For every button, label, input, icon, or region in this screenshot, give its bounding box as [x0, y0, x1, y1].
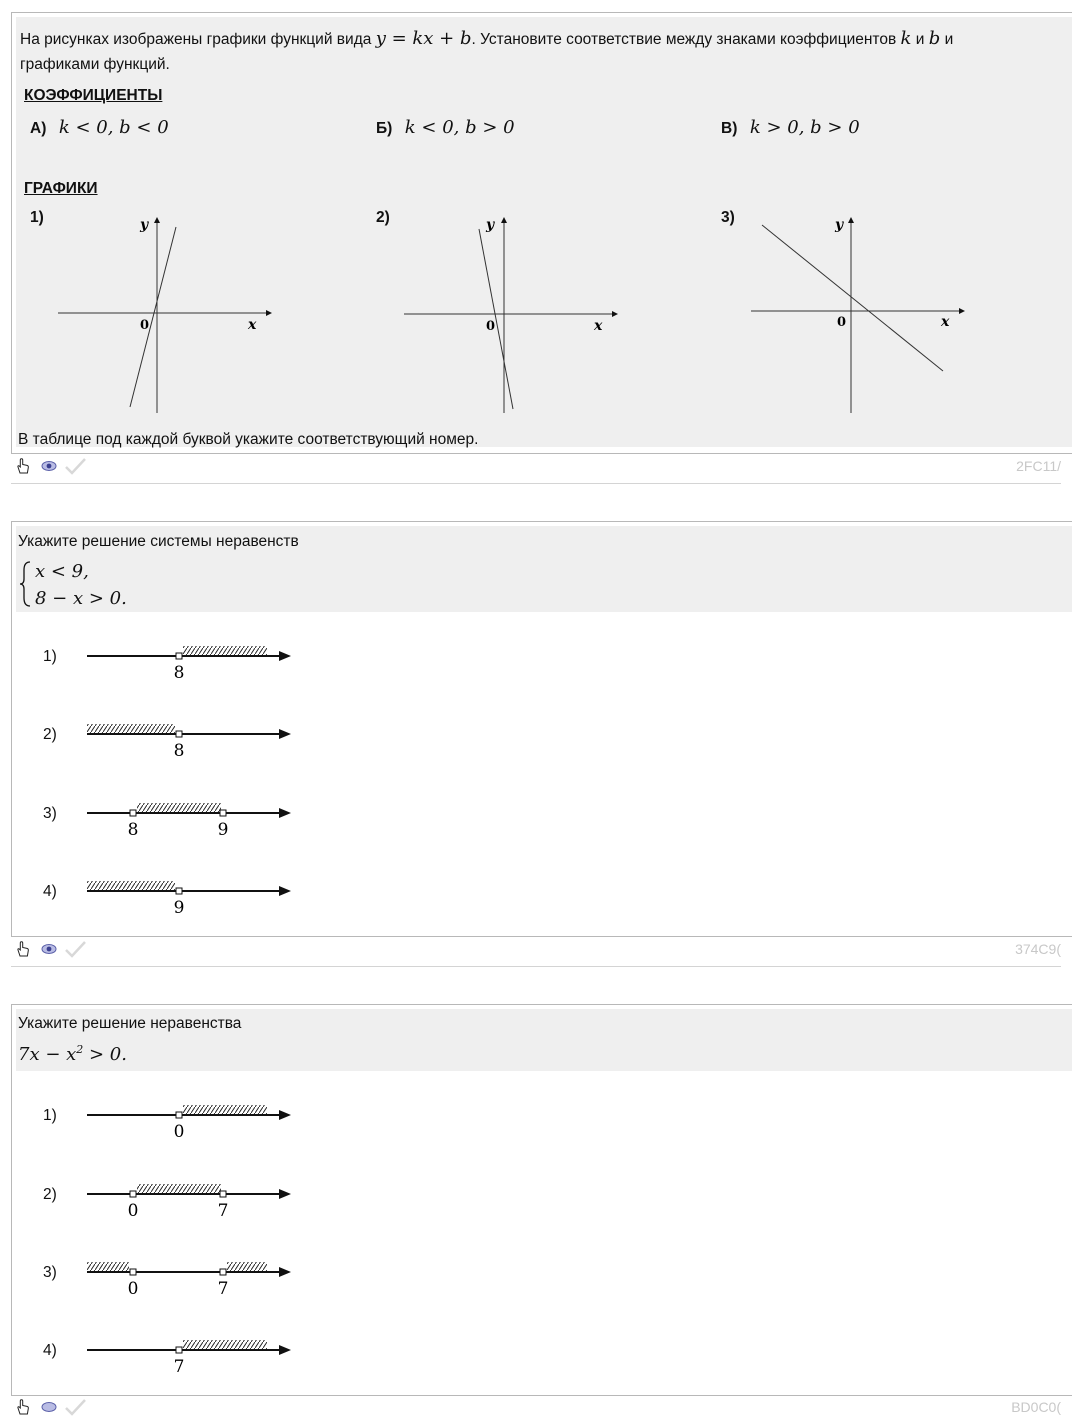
shaded-region: [87, 724, 175, 734]
option-label: 1): [43, 1107, 57, 1124]
task-1-footer: [11, 453, 1061, 484]
shaded-region: [87, 1262, 129, 1272]
statement-text: и: [915, 31, 925, 48]
point-label: 7: [217, 1279, 229, 1299]
open-point: [220, 1269, 226, 1275]
shaded-region: [137, 1184, 221, 1194]
statement-text: . Установите соответствие между знаками коэффициентов: [471, 31, 897, 48]
open-point: [176, 653, 182, 659]
task-2-statement: [16, 526, 1072, 612]
system-line-2: 8 − x > 0.: [35, 588, 127, 609]
statement-text: графиками функций.: [20, 56, 170, 73]
graph-2-label: 2): [376, 209, 390, 226]
y-arrow: [848, 217, 854, 223]
checkmark-icon[interactable]: [63, 940, 87, 958]
system-line-1: x < 9,: [35, 561, 89, 582]
task-1-statement: [20, 26, 1040, 77]
option-1-number-line[interactable]: [87, 1101, 299, 1142]
task-code: BD0C0(: [1011, 1399, 1061, 1415]
task-1-body: [16, 17, 1072, 447]
x-arrow: [959, 308, 965, 314]
checkmark-icon[interactable]: [63, 1398, 87, 1416]
point-label: 9: [217, 820, 229, 840]
x-label: x: [594, 318, 603, 334]
graph-3-label: 3): [721, 209, 735, 226]
axis-arrow: [279, 1110, 291, 1120]
point-label: 8: [173, 741, 185, 761]
origin-label: 0: [140, 318, 150, 333]
option-4-number-line[interactable]: [87, 1336, 299, 1377]
k-symbol: k: [900, 28, 912, 49]
prompt: Укажите решение неравенства: [18, 1015, 242, 1032]
open-point: [176, 1347, 182, 1353]
graph-1: [54, 213, 274, 418]
point-label: 0: [127, 1279, 139, 1299]
open-point: [176, 1112, 182, 1118]
open-point: [130, 1269, 136, 1275]
task-3: [11, 1004, 1072, 1396]
option-4-number-line[interactable]: [87, 877, 299, 918]
option-3-number-line[interactable]: [87, 799, 299, 840]
option-2-number-line[interactable]: [87, 720, 299, 761]
point-label: 8: [127, 820, 139, 840]
option-label: 1): [43, 648, 57, 665]
coef-expr: k > 0, b > 0: [749, 117, 860, 138]
open-point: [176, 731, 182, 737]
point-label: 0: [127, 1201, 139, 1221]
prompt: Укажите решение системы неравенств: [18, 533, 299, 550]
pointer-hand-icon[interactable]: [14, 457, 32, 475]
option-label: 4): [43, 1342, 57, 1359]
coef-letter: А): [30, 120, 47, 137]
option-label: 2): [43, 726, 57, 743]
x-label: x: [248, 317, 257, 333]
option-label: 3): [43, 1264, 57, 1281]
option-label: 4): [43, 883, 57, 900]
option-1-number-line[interactable]: [87, 642, 299, 683]
shaded-region: [183, 646, 267, 656]
point-label: 7: [173, 1357, 185, 1377]
eye-icon[interactable]: [40, 1398, 58, 1416]
point-label: 9: [173, 898, 185, 918]
open-point: [130, 810, 136, 816]
shaded-region: [183, 1105, 267, 1115]
checkmark-icon[interactable]: [63, 457, 87, 475]
open-point: [176, 888, 182, 894]
function-line: [762, 225, 943, 371]
coef-b: [376, 117, 515, 138]
task-code: 2FC11/: [1016, 458, 1061, 474]
instruction: В таблице под каждой буквой укажите соответствующий номер.: [18, 431, 479, 448]
shaded-region: [183, 1340, 267, 1350]
option-label: 3): [43, 805, 57, 822]
task-2-footer: [11, 936, 1061, 967]
y-label: y: [486, 217, 495, 233]
function-line: [479, 229, 513, 409]
graph-3: [747, 213, 969, 418]
b-symbol: b: [928, 28, 941, 49]
task-1: [11, 12, 1072, 454]
shaded-region: [87, 881, 175, 891]
axis-arrow: [279, 886, 291, 896]
option-label: 2): [43, 1186, 57, 1203]
point-label: 8: [173, 663, 185, 683]
y-arrow: [501, 217, 507, 223]
system-brace: [19, 560, 33, 608]
option-2-number-line[interactable]: [87, 1180, 299, 1221]
statement-text: На рисунках изображены графики функций вида: [20, 31, 372, 48]
y-arrow: [154, 217, 160, 223]
y-label: y: [835, 217, 844, 233]
shaded-region: [137, 803, 221, 813]
coef-expr: k < 0, b < 0: [58, 117, 169, 138]
point-label: 0: [173, 1122, 185, 1142]
graphs-heading: ГРАФИКИ: [24, 180, 98, 197]
inequality-part: 7x − x: [18, 1044, 77, 1065]
open-point: [220, 1191, 226, 1197]
coef-a: [30, 117, 169, 138]
graph-1-label: 1): [30, 209, 44, 226]
axis-arrow: [279, 729, 291, 739]
x-label: x: [941, 314, 950, 330]
formula: y = kx + b: [375, 28, 472, 49]
point-label: 7: [217, 1201, 229, 1221]
pointer-hand-icon[interactable]: [14, 940, 32, 958]
statement-text: и: [944, 31, 954, 48]
axis-arrow: [279, 808, 291, 818]
task-3-statement: [16, 1009, 1072, 1071]
origin-label: 0: [837, 315, 847, 330]
eye-icon[interactable]: [40, 457, 58, 475]
inequality-part: > 0.: [83, 1044, 127, 1065]
axis-arrow: [279, 1267, 291, 1277]
graph-2: [400, 213, 620, 418]
axis-arrow: [279, 651, 291, 661]
x-arrow: [612, 311, 618, 317]
coef-expr: k < 0, b > 0: [404, 117, 515, 138]
task-2: [11, 521, 1072, 937]
x-arrow: [266, 310, 272, 316]
exponent: 2: [76, 1043, 84, 1056]
y-label: y: [140, 217, 149, 233]
task-3-footer: [11, 1394, 1061, 1415]
task-code: 374C9(: [1015, 941, 1061, 957]
option-3-number-line[interactable]: [87, 1258, 299, 1299]
coef-v: [721, 117, 860, 138]
origin-label: 0: [486, 319, 496, 334]
eye-icon[interactable]: [40, 940, 58, 958]
shaded-region: [227, 1262, 267, 1272]
axis-arrow: [279, 1189, 291, 1199]
pointer-hand-icon[interactable]: [14, 1398, 32, 1416]
axis-arrow: [279, 1345, 291, 1355]
function-line: [130, 227, 176, 407]
coef-letter: В): [721, 120, 738, 137]
inequality: [18, 1043, 127, 1065]
open-point: [130, 1191, 136, 1197]
coef-letter: Б): [376, 120, 393, 137]
open-point: [220, 810, 226, 816]
coefficients-heading: КОЭФФИЦИЕНТЫ: [24, 87, 163, 104]
